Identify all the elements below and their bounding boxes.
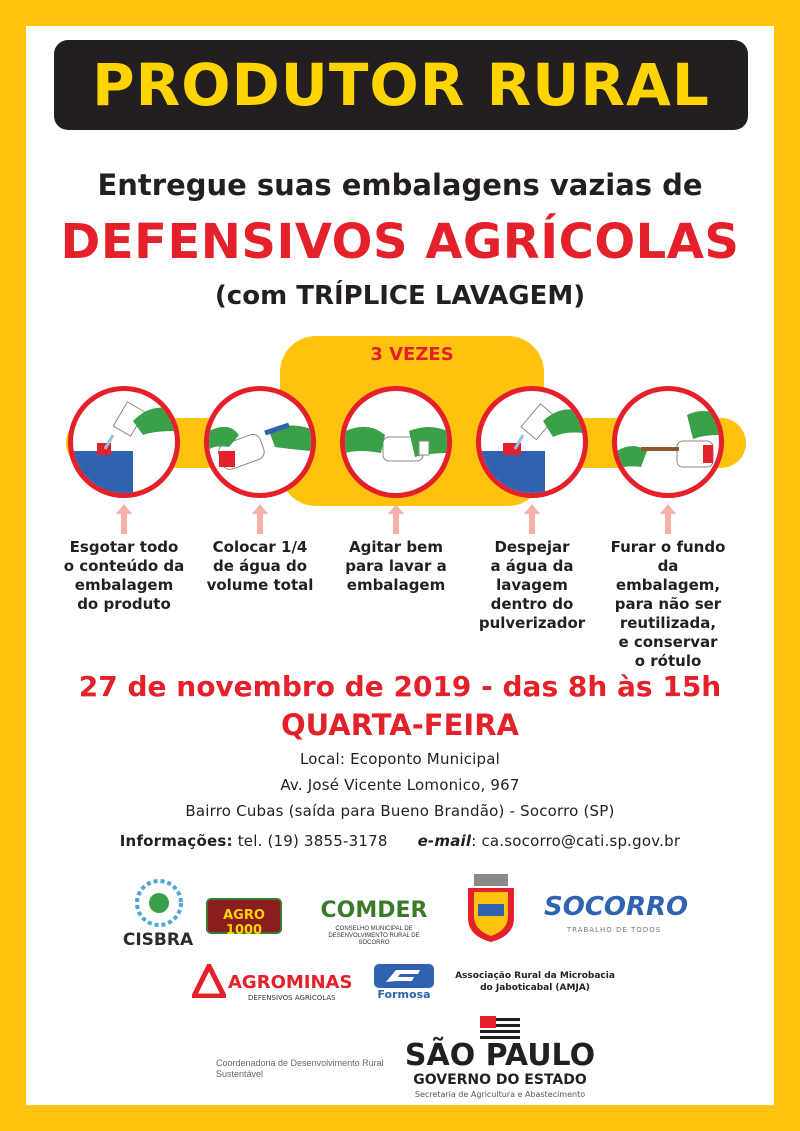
agro1000-label: AGRO 1000 — [223, 908, 265, 938]
event-district: Bairro Cubas (saída para Bueno Brandão) - Socorro (SP) — [185, 802, 615, 820]
agrominas-subtitle: DEFENSIVOS AGRÍCOLAS — [248, 994, 336, 1002]
event-location: Local: Ecoponto Municipal — [299, 750, 501, 768]
sp-secretariat: Secretaria de Agricultura e Abastecimento — [414, 1090, 586, 1099]
fill-water-icon — [204, 386, 316, 498]
event-address: Av. José Vicente Lomonico, 967 — [280, 776, 520, 794]
page-title: PRODUTOR RURAL — [92, 51, 710, 119]
info-label: Informações: — [119, 832, 233, 850]
email-label: e-mail — [417, 832, 472, 850]
pour-sprayer-icon — [476, 386, 588, 498]
pour-out-icon — [68, 386, 180, 498]
step-3-text: Agitar bem para lavar a embalagem — [345, 538, 447, 594]
phone: tel. (19) 3855-3178 — [237, 832, 388, 850]
agrominas-label: AGROMINAS — [228, 972, 353, 993]
arrow-up-icon — [524, 504, 540, 534]
formosa-emblem-icon — [374, 964, 434, 988]
sp-label: SÃO PAULO — [404, 1038, 596, 1073]
sp-government-logo — [400, 1016, 600, 1098]
pierce-icon — [612, 386, 724, 498]
headline-line3: (com TRÍPLICE LAVAGEM) — [214, 281, 586, 311]
comder-subtitle: CONSELHO MUNICIPAL DE DESENVOLVIMENTO RURAL DE SOCORRO — [328, 926, 420, 946]
step-4-text: Despejar a água da lavagem dentro do pulverizador — [478, 538, 586, 632]
contact-line: Informações: tel. (19) 3855-3178 e-mail: ca.socorro@cati.sp.gov.br — [119, 832, 681, 850]
socorro-label: SOCORRO — [544, 892, 689, 922]
step-5-text: Furar o fundo da embalagem, para não ser reutilizada, e conservar o rótulo — [610, 538, 726, 670]
formosa-label: Formosa — [377, 988, 431, 1001]
arrow-up-icon — [116, 504, 132, 534]
event-weekday: QUARTA-FEIRA — [281, 708, 519, 742]
formosa-logo — [374, 964, 434, 1004]
repeat-label: 3 VEZES — [370, 344, 454, 365]
socorro-subtitle: TRABALHO DE TODOS — [566, 926, 662, 934]
arrow-up-icon — [660, 504, 676, 534]
agro1000-logo — [206, 898, 282, 938]
title-banner — [54, 40, 748, 130]
shake-icon — [340, 386, 452, 498]
poster — [26, 26, 774, 1105]
cdrs-text: Coordenadoria de Desenvolvimento Rural Sustentável — [216, 1058, 384, 1079]
agrominas-logo — [192, 964, 352, 1004]
socorro-logo — [544, 892, 689, 942]
comder-label: COMDER — [320, 898, 428, 923]
step-2-text: Colocar 1/4 de água do volume total — [206, 538, 314, 594]
amja-logo: Associação Rural da Microbacia do Jaboticabal (AMJA) — [455, 971, 615, 993]
step-1-text: Esgotar todo o conteúdo da embalagem do produto — [63, 538, 185, 613]
agrominas-triangle-icon — [192, 964, 226, 998]
socorro-coat-of-arms-icon — [462, 874, 520, 946]
headline-line2: DEFENSIVOS AGRÍCOLAS — [60, 214, 740, 270]
arrow-up-icon — [252, 504, 268, 534]
arrow-up-icon — [388, 504, 404, 534]
sp-subtitle: GOVERNO DO ESTADO — [413, 1072, 587, 1088]
comder-logo — [316, 896, 432, 946]
cisbra-label: CISBRA — [122, 930, 194, 950]
headline-line1: Entregue suas embalagens vazias de — [97, 168, 703, 202]
cisbra-logo — [118, 878, 198, 958]
email-link[interactable]: ca.socorro@cati.sp.gov.br — [481, 832, 681, 850]
cisbra-emblem-icon — [134, 878, 184, 928]
event-date: 27 de novembro de 2019 - das 8h às 15h — [78, 670, 722, 703]
